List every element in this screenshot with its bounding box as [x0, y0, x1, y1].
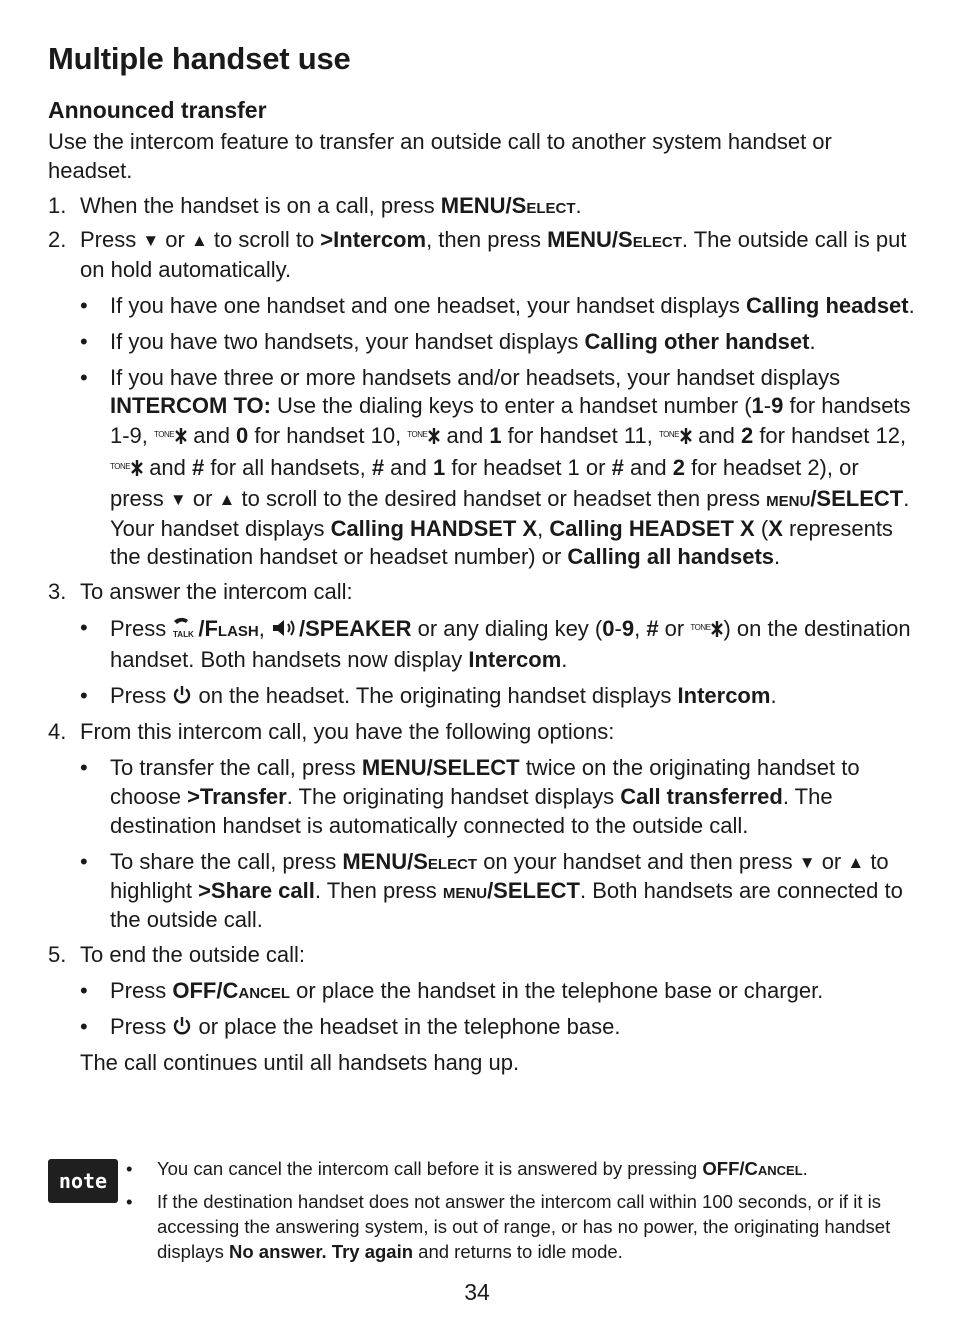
list-item [80, 682, 918, 713]
triangle-down-icon: ▼ [169, 489, 187, 509]
talk-label: TALK [173, 629, 195, 638]
bullet-text: or [186, 485, 219, 511]
star-glyph [428, 427, 440, 445]
step-text: From this intercom call, you have the following options: [80, 719, 615, 745]
bullet-text: - [614, 615, 622, 641]
steps-list [48, 192, 918, 1044]
list-item [80, 364, 918, 573]
step-text: . [575, 192, 582, 218]
note-text: and returns to idle mode. [413, 1241, 623, 1262]
bullet-text: To transfer the call, press [110, 755, 362, 781]
talk-glyph [172, 616, 198, 638]
step-text: or [159, 227, 191, 253]
bullet-text: . [809, 328, 816, 354]
bullet: • [80, 364, 88, 390]
key-label-smallcaps: Select [511, 192, 576, 218]
star-glyph [175, 427, 187, 445]
bullet-text: twice on the originating handset to choose [110, 755, 860, 809]
note-text: You can cancel the intercom call before it is answered by pressing [157, 1158, 703, 1179]
bullet-text: and [143, 454, 193, 480]
screen-message: Calling all handsets [567, 544, 775, 570]
list-item [80, 977, 918, 1006]
intro-paragraph: Use the intercom feature to transfer an outside call to another system handset or headset. [48, 129, 832, 183]
bullet: • [80, 328, 88, 354]
bullet-text: on the headset. The originating handset displays [192, 682, 678, 708]
screen-message: Calling HEADSET X [549, 515, 755, 541]
bullet-text: to scroll to the desired handset or headset then press [235, 485, 767, 511]
key-label: 0 [236, 423, 249, 449]
triangle-up-icon: ▲ [847, 852, 865, 872]
list-item [80, 292, 918, 321]
triangle-down-icon: ▼ [798, 852, 816, 872]
tone-star-key-icon [659, 421, 692, 453]
bullet-text: Press [110, 1013, 173, 1039]
bullet-text: for handset 11, [501, 423, 659, 449]
bullet: • [126, 1191, 133, 1212]
key-label: /SELECT [487, 878, 580, 904]
step-4 [48, 718, 918, 935]
bullet-text: or [658, 615, 691, 641]
key-label: MENU/ [342, 848, 414, 874]
key-label: MENU/SELECT [361, 755, 520, 781]
key-label: MENU/ [440, 192, 512, 218]
note-text: If the destination handset does not answer the intercom call within 100 seconds, or if it is accessing the answering system, is out of range, or has no power, the originating handset displays [157, 1191, 891, 1262]
step-text: When the handset is on a call, press [80, 192, 441, 218]
screen-message: Intercom [677, 682, 771, 708]
step-text: to scroll to [207, 227, 321, 253]
bullet: • [80, 292, 88, 318]
screen-message: Intercom [468, 646, 562, 672]
key-label: 2 [740, 423, 754, 449]
bullet: • [80, 977, 88, 1003]
bullet-text: - [763, 393, 772, 419]
key-label: # [192, 454, 205, 480]
key-label: 9 [621, 615, 635, 641]
screen-message: Call transferred [620, 783, 783, 809]
key-label-smallcaps: Flash [204, 615, 259, 641]
note-box [48, 1156, 918, 1272]
bullet-text: on your handset and then press [477, 848, 799, 874]
screen-message: INTERCOM TO: [110, 393, 271, 419]
bullet-text: ( [754, 515, 769, 541]
bullet-text: and [187, 423, 237, 449]
note-item [126, 1189, 918, 1264]
bullet-text: . [561, 646, 568, 672]
bullet-text: . [908, 292, 915, 318]
power-glyph [172, 685, 192, 705]
list-item [80, 328, 918, 357]
list-item [80, 614, 918, 675]
step-text: . The outside call is put on hold automatically. [80, 227, 907, 283]
step-text: Press [80, 227, 143, 253]
bullet-text: , [537, 515, 550, 541]
key-label: 1 [433, 454, 446, 480]
key-label: / [198, 615, 205, 641]
page-number: 34 [464, 1279, 490, 1305]
section-heading: Announced transfer [48, 97, 267, 123]
bullet: • [80, 682, 88, 708]
bullet-text: or place the headset in the telephone base. [192, 1013, 621, 1039]
step-number: 5. [48, 941, 67, 967]
bullet-text: and [692, 423, 741, 449]
page-title: Multiple handset use [48, 41, 351, 76]
bullet-text: . Both handsets are connected to the outside call. [110, 878, 903, 933]
power-icon [172, 1015, 192, 1044]
bullet-text: ) on the destination handset. Both handsets now display [110, 615, 911, 672]
key-label: 9 [771, 393, 784, 419]
talk-phone-icon [172, 616, 198, 646]
tone-label: TONE [154, 430, 175, 440]
bullet-text: represents the destination handset or headset number) or [110, 515, 893, 570]
key-label: # [371, 454, 385, 480]
bullet-text: Use the dialing keys to enter a handset number ( [270, 393, 752, 419]
key-label: /SPEAKER [299, 615, 412, 641]
note-badge: note [48, 1159, 118, 1203]
step-3 [48, 578, 918, 712]
tone-label: TONE [658, 430, 680, 440]
key-label: # [611, 454, 624, 480]
star-glyph [680, 427, 692, 445]
bullet-list [80, 754, 918, 935]
power-glyph [172, 1016, 192, 1036]
triangle-down-icon: ▼ [142, 231, 160, 251]
note-list [48, 1156, 918, 1264]
bullet-text: for handset 10, [248, 423, 408, 449]
step-number: 1. [48, 192, 67, 218]
bullet-text: If you have one handset and one headset, your handset displays [110, 292, 747, 318]
bullet-text: for headset 2), or press [110, 454, 859, 511]
bullet-text: for handsets 1-9, [110, 393, 911, 449]
bullet: • [126, 1158, 133, 1179]
key-label: 2 [672, 454, 686, 480]
bullet-text: If you have three or more handsets and/or headsets, your handset displays [110, 364, 841, 390]
bullet-text: . The originating handset displays [286, 783, 621, 809]
note-item [126, 1156, 918, 1181]
bullet-text: and [384, 454, 433, 480]
bullet-text: , [634, 615, 647, 641]
bullet-text: . [774, 544, 781, 570]
bullet-text: . [770, 682, 777, 708]
menu-option: >Intercom [320, 227, 427, 253]
bullet-list [80, 977, 918, 1044]
step-2 [48, 226, 918, 572]
triangle-up-icon: ▲ [190, 231, 208, 251]
tone-star-key-icon [110, 453, 143, 485]
bullet-text: and [440, 423, 490, 449]
bullet-text: or [815, 848, 848, 874]
menu-option: >Share call [198, 878, 315, 904]
key-label: OFF/ [172, 977, 223, 1003]
triangle-up-icon: ▲ [218, 489, 236, 509]
page [48, 40, 918, 1078]
speaker-icon [271, 617, 299, 646]
bullet-text: Press [110, 615, 173, 641]
bullet: • [80, 848, 88, 874]
screen-message: Calling HANDSET X [330, 515, 538, 541]
star-glyph [711, 620, 723, 638]
key-label: MENU/ [547, 227, 619, 253]
bullet-text: . Your handset displays [110, 485, 910, 541]
menu-option: >Transfer [187, 783, 287, 809]
key-label: X [768, 515, 783, 541]
power-icon [172, 684, 192, 713]
screen-message: Calling headset [746, 292, 909, 318]
bullet-text: If you have two handsets, your handset displays [110, 328, 585, 354]
list-item [80, 1013, 918, 1044]
step-number: 2. [48, 227, 67, 253]
star-glyph [131, 459, 143, 477]
tone-star-key-icon [407, 421, 440, 453]
bullet-text: , [258, 615, 271, 641]
screen-message: No answer. Try again [228, 1241, 414, 1262]
bullet-text: or any dialing key ( [411, 615, 603, 641]
key-label: # [646, 615, 659, 641]
step-text: To end the outside call: [80, 941, 306, 967]
step-number: 4. [48, 719, 67, 745]
bullet-list [80, 614, 918, 712]
step-text: To answer the intercom call: [80, 579, 353, 605]
list-item [80, 848, 918, 935]
step-text: , then press [426, 227, 548, 253]
bullet-text: To share the call, press [110, 848, 343, 874]
note-text: . [802, 1158, 808, 1179]
step-5 [48, 941, 918, 1043]
key-label-smallcaps: menu [766, 485, 811, 511]
bullet-text: . Then press [314, 878, 443, 904]
key-label: 0 [602, 615, 615, 641]
key-label: /SELECT [810, 485, 904, 511]
bullet-text: and [623, 454, 673, 480]
key-label: 1 [751, 393, 764, 419]
tone-label: TONE [690, 622, 711, 632]
key-label-smallcaps: menu [442, 878, 488, 904]
key-label: 1 [489, 423, 502, 449]
bullet: • [80, 1013, 88, 1039]
tone-label: TONE [110, 461, 131, 471]
key-label-smallcaps: Cancel [744, 1158, 803, 1179]
list-item [80, 754, 918, 840]
bullet-text: . The destination handset is automatically connected to the outside call. [110, 783, 833, 838]
step-number: 3. [48, 579, 67, 605]
key-label-smallcaps: Select [618, 227, 682, 253]
bullet-text: or place the handset in the telephone base or charger. [290, 977, 824, 1003]
tone-star-key-icon [690, 614, 723, 646]
bullet: • [80, 614, 88, 640]
bullet-text: for all handsets, [204, 454, 372, 480]
speaker-glyph [271, 618, 299, 638]
key-label-smallcaps: Cancel [222, 977, 291, 1003]
bullet-text: Press [110, 682, 173, 708]
tone-label: TONE [407, 430, 428, 440]
tone-star-key-icon [154, 421, 187, 453]
key-label-smallcaps: Select [413, 848, 478, 874]
bullet-text: for handset 12, [753, 423, 907, 449]
bullet-text: for headset 1 or [445, 454, 612, 480]
step-1 [48, 192, 918, 221]
bullet: • [80, 755, 88, 781]
bullet-text: to highlight [110, 848, 889, 904]
closing-text: The call continues until all handsets hang up. [80, 1050, 520, 1076]
bullet-text: Press [110, 977, 173, 1003]
bullet-list [80, 292, 918, 572]
screen-message: Calling other handset [584, 328, 810, 354]
key-label: OFF/ [702, 1158, 745, 1179]
